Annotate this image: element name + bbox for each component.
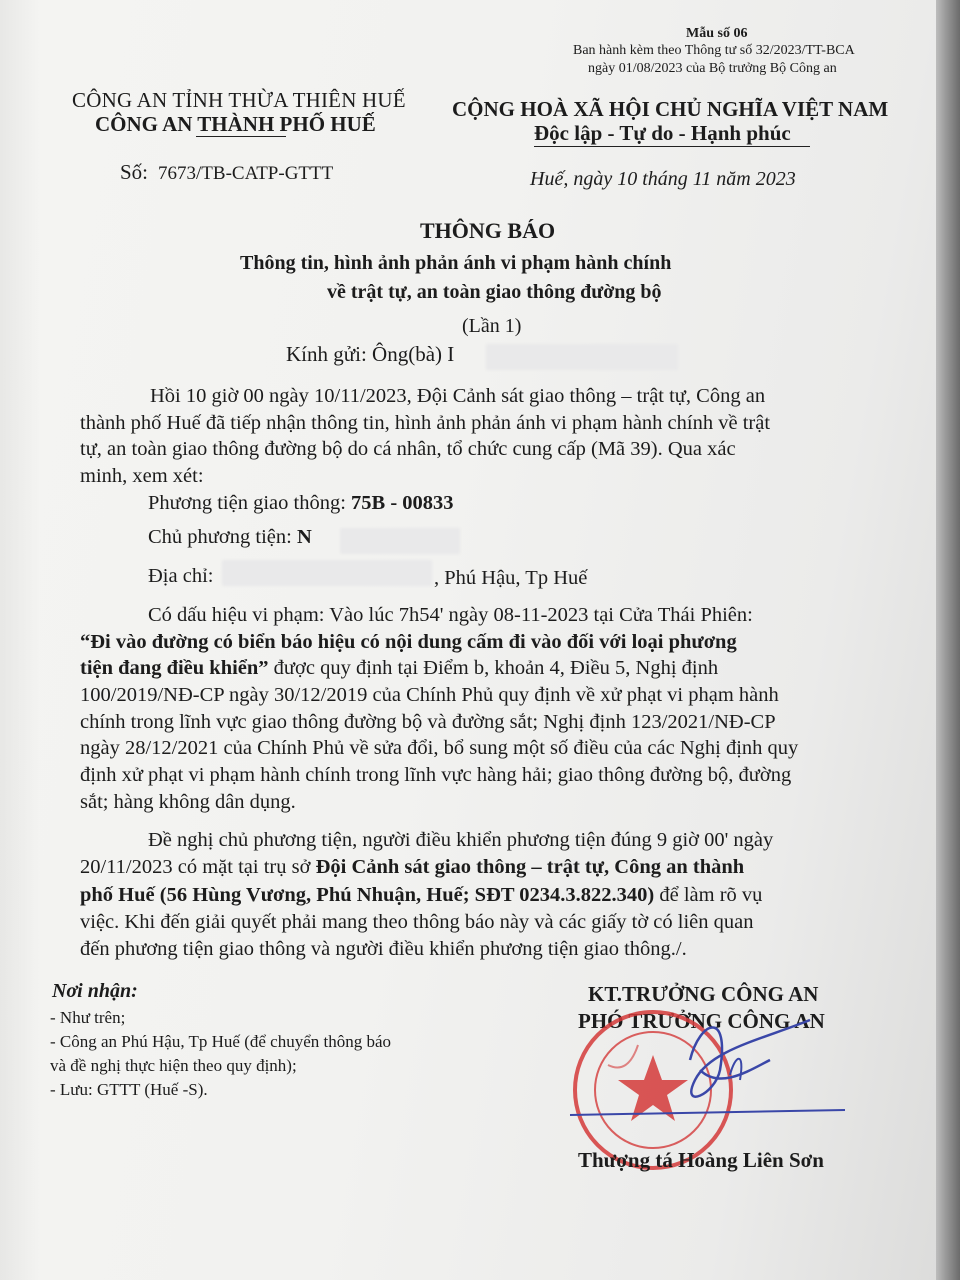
issued-note-line2: ngày 01/08/2023 của Bộ trưởng Bộ Công an: [588, 61, 837, 76]
signer-name: Thượng tá Hoàng Liên Sơn: [578, 1148, 824, 1172]
body-line: minh, xem xét:: [80, 465, 204, 487]
document-number-value: 7673/TB-CATP-GTTT: [158, 163, 334, 184]
vehicle-line: [148, 492, 454, 515]
notice-round: (Lần 1): [462, 315, 522, 337]
violation-line: 100/2019/NĐ-CP ngày 30/12/2019 của Chính Phủ quy định về xử phạt vi phạm hành: [80, 684, 779, 706]
vehicle-plate: 75B - 00833: [351, 492, 454, 514]
recipients-item: - Lưu: GTTT (Huế -S).: [50, 1080, 208, 1099]
request-line: việc. Khi đến giải quyết phải mang theo thông báo này và các giấy tờ có liên quan: [80, 911, 754, 933]
page-edge-shadow: [936, 0, 960, 1280]
violation-line: định xử phạt vi phạm hành chính trong lĩnh vực hàng hải; giao thông đường bộ, đường: [80, 764, 792, 786]
body-line: thành phố Huế đã tiếp nhận thông tin, hình ảnh phản ánh vi phạm hành chính về trật: [80, 412, 771, 434]
redacted-owner: [340, 528, 460, 554]
document-subtitle-line1: Thông tin, hình ảnh phản ánh vi phạm hành chính: [240, 252, 672, 274]
signature-title-line1: KT.TRƯỞNG CÔNG AN: [588, 982, 819, 1006]
redacted-address: [222, 560, 432, 586]
owner-value: N: [296, 526, 312, 548]
request-line: phố Huế (56 Hùng Vương, Phú Nhuận, Huế; SĐT 0234.3.822.340) để làm rõ vụ: [80, 884, 763, 906]
violation-line: “Đi vào đường có biển báo hiệu có nội dung cấm đi vào đối với loại phương: [80, 631, 737, 653]
form-number: Mẫu số 06: [686, 26, 748, 41]
national-motto: Độc lập - Tự do - Hạnh phúc: [534, 121, 791, 145]
recipients-item: - Công an Phú Hậu, Tp Huế (để chuyển thông báo: [50, 1032, 392, 1051]
request-line: Đề nghị chủ phương tiện, người điều khiển phương tiện đúng 9 giờ 00' ngày: [148, 829, 774, 851]
motto-underline: [534, 146, 810, 147]
document-number: [120, 160, 333, 185]
recipient-line: Kính gửi: Ông(bà) I: [286, 342, 455, 366]
agency-parent: CÔNG AN TỈNH THỪA THIÊN HUẾ: [72, 88, 406, 112]
recipients-item: - Như trên;: [50, 1008, 126, 1027]
issued-note-line1: Ban hành kèm theo Thông tư số 32/2023/TT-BCA: [573, 43, 855, 58]
request-line: đến phương tiện giao thông và người điều khiển phương tiện giao thông./.: [80, 938, 687, 960]
handwritten-signature-icon: [560, 1000, 880, 1130]
agency-underline: [196, 136, 286, 137]
violation-line: ngày 28/12/2021 của Chính Phủ về sửa đổi, bổ sung một số điều của các Nghị định quy: [80, 737, 799, 759]
redacted-name: [486, 344, 678, 370]
address-label: Địa chỉ:: [148, 565, 214, 587]
owner-line: [148, 526, 312, 549]
document-number-label: Số:: [120, 160, 149, 184]
agency-name: CÔNG AN THÀNH PHỐ HUẾ: [95, 112, 376, 136]
document-subtitle-line2: về trật tự, an toàn giao thông đường bộ: [327, 281, 662, 303]
body-line: Hồi 10 giờ 00 ngày 10/11/2023, Đội Cảnh sát giao thông – trật tự, Công an: [150, 385, 766, 407]
owner-label: Chủ phương tiện:: [148, 526, 292, 548]
request-line: 20/11/2023 có mặt tại trụ sở Đội Cảnh sát giao thông – trật tự, Công an thành: [80, 856, 745, 878]
violation-line: chính trong lĩnh vực giao thông đường bộ và đường sắt; Nghị định 123/2021/NĐ-CP: [80, 711, 776, 733]
violation-line: Có dấu hiệu vi phạm: Vào lúc 7h54' ngày 08-11-2023 tại Cửa Thái Phiên:: [148, 604, 753, 626]
body-line: tự, an toàn giao thông đường bộ do cá nhân, tổ chức cung cấp (Mã 39). Qua xác: [80, 438, 736, 460]
recipients-heading: Nơi nhận:: [52, 980, 138, 1002]
document-title: THÔNG BÁO: [420, 218, 556, 243]
national-title: CỘNG HOÀ XÃ HỘI CHỦ NGHĨA VIỆT NAM: [452, 97, 889, 121]
recipients-item: và đề nghị thực hiện theo quy định);: [50, 1056, 297, 1075]
violation-line: tiện đang điều khiển” được quy định tại Điểm b, khoản 4, Điều 5, Nghị định: [80, 657, 719, 679]
address-value: , Phú Hậu, Tp Huế: [434, 567, 588, 589]
document-date: Huế, ngày 10 tháng 11 năm 2023: [530, 168, 796, 190]
vehicle-label: Phương tiện giao thông:: [148, 492, 346, 514]
signature-title-line2: PHÓ TRƯỞNG CÔNG AN: [578, 1009, 825, 1033]
violation-line: sắt; hàng không dân dụng.: [80, 791, 296, 813]
